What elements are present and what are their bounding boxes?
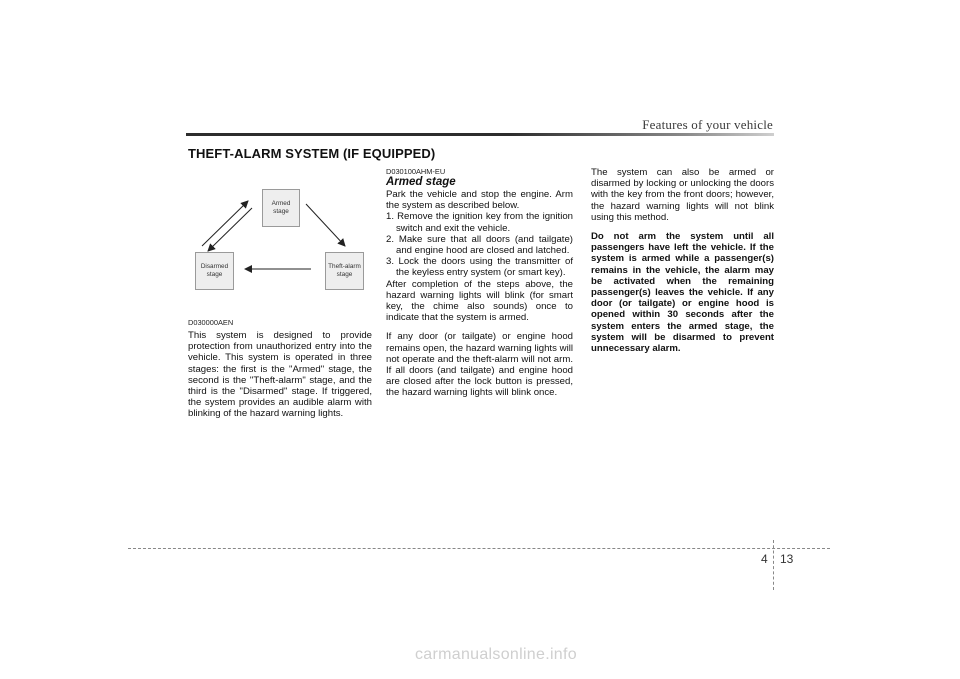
section-title: THEFT-ALARM SYSTEM (IF EQUIPPED) (188, 146, 436, 161)
disarmed-stage-label: Disarmed stage (200, 263, 229, 278)
arming-step: 2. Make sure that all doors (and tailgate) and engine hood are closed and latched. (386, 233, 573, 257)
footer-divider (773, 540, 774, 590)
arrow-disarmed-to-armed (202, 201, 248, 246)
armed-stage-heading: Armed stage (386, 176, 456, 188)
armed-stage-intro: Park the vehicle and stop the engine. Arm the system as described below. (386, 189, 573, 212)
armed-stage-label: Armed stage (271, 200, 291, 215)
open-door-paragraph: If any door (or tailgate) or engine hood remains open, the hazard warning lights will not operate and the theft-alarm will not arm. If all doors (and tailgate) and engine hood are closed after the lock button is pressed, the hazard warning lights will blink once. (386, 331, 573, 399)
arming-step: 1. Remove the ignition key from the ignition switch and exit the vehicle. (386, 211, 573, 234)
arming-warning: Do not arm the system until all passengers have left the vehicle. If the system is armed while a passenger(s) remains in the vehicle, the alarm may be activated when the remaining passenger(s) leaves the vehicle. If any door (or tailgate) or engine hood is opened within 30 seconds after the system enters the armed stage, the system will be disarmed to prevent unnecessary alarm. (591, 231, 774, 355)
theft-alarm-stage-box (325, 252, 364, 290)
column-2 (386, 167, 573, 399)
after-steps-paragraph: After completion of the steps above, the hazard warning lights will blink (for smart key, the chime also sounds) once to indicate that the system is armed. (386, 278, 573, 324)
column1-code: D030000AEN (188, 318, 234, 327)
page-header-title: Features of your vehicle (642, 117, 773, 132)
column1-paragraph: This system is designed to provide protection from unauthorized entry into the vehicle. This system is operated in three stages: the first is the "Armed" stage, the second is the "Theft-alarm" stage, and the third is the "Disarmed" stage. If triggered, the system provides an audible alarm with blinking of the hazard warning lights. (188, 330, 372, 420)
arming-step: 3. Lock the doors using the transmitter of the keyless entry system (or smart key). (386, 256, 573, 279)
column2-code: D030100AHM-EU (386, 167, 446, 176)
page-number: 13 (780, 552, 794, 566)
chapter-number: 4 (761, 552, 768, 566)
watermark: carmanualsonline.info (415, 646, 577, 663)
alarm-stage-diagram (186, 182, 372, 300)
column-3 (591, 167, 774, 354)
disarmed-stage-box (195, 252, 234, 290)
arrow-armed-to-disarmed (208, 208, 252, 251)
column3-paragraph: The system can also be armed or disarmed by locking or unlocking the doors with the key from the front doors; however, the hazard warning lights will not blink using this method. (591, 167, 774, 223)
theft-alarm-stage-label: Theft-alarm stage (328, 263, 361, 278)
arrow-armed-to-theft (306, 204, 345, 246)
column-1 (188, 318, 372, 420)
arming-steps-list (386, 211, 573, 278)
header-rule (186, 133, 774, 136)
footer-rule (128, 548, 830, 549)
armed-stage-box (262, 189, 300, 227)
